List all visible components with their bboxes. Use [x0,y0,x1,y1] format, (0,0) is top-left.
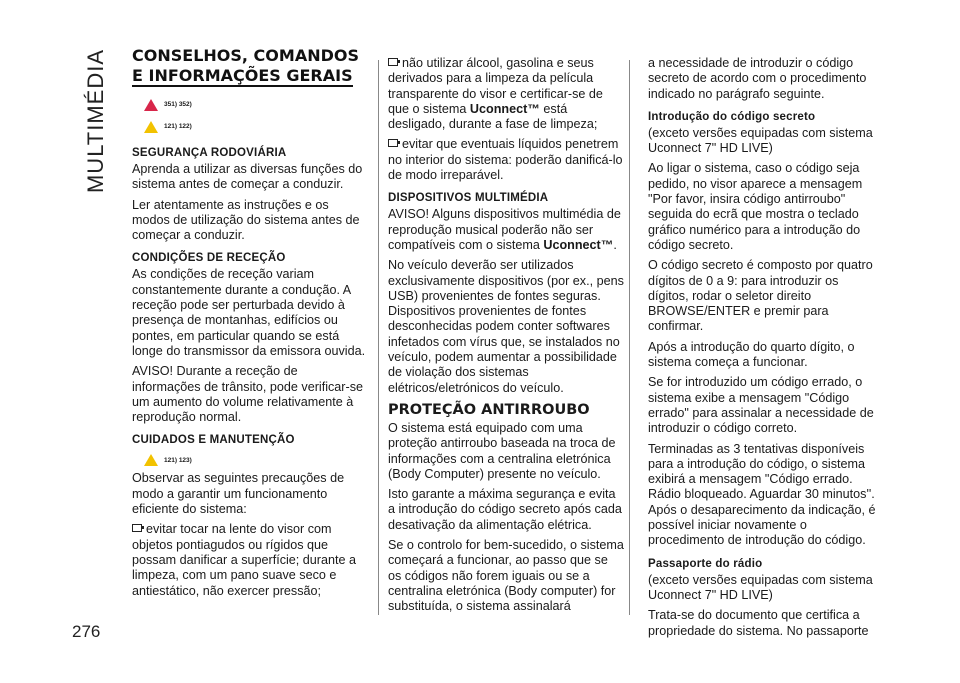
page-number: 276 [72,622,101,641]
paragraph [388,207,624,253]
bullet-text: evitar tocar na lente do visor com objetos pontiagudos ou rígidos que possam danificar a superfície; durante a limpeza, com um pano suave seco e antiestático, não exercer pressão; [132,522,357,598]
paragraph: As condições de receção variam constantemente durante a condução. A receção pode ser perturbada devido à presença de montanhas, edifícios ou pontes, em particular quando se está longe do transmissor da emissora ouvida. [132,267,366,358]
paragraph: Ao ligar o sistema, caso o código seja pedido, no visor aparece a mensagem "Por favor, insira código antirroubo" seguida do ecrã que mostra o teclado gráfico numérico para a introdução do código secreto. [648,161,863,252]
column-2 [388,56,624,620]
brand-name: Uconnect™ [469,101,540,116]
column-divider [629,60,630,615]
heading-reception: CONDIÇÕES DE RECEÇÃO [132,252,286,265]
paragraph: Isto garante a máxima segurança e evita a introdução do código secreto após cada desativação da alimentação elétrica. [388,487,622,532]
paragraph: No veículo deverão ser utilizados exclusivamente dispositivos (por ex., pens USB) provenientes de fontes seguras. Dispositivos provenientes de fontes desconhecidas podem conter softwares infetados com vírus que, se instalados no veículo, podem aumentar a possibilidade de violação dos sistemas elétricos/eletrónicos do veículo. [388,258,624,395]
paragraph: Ler atentamente as instruções e os modos de utilização do sistema antes de começar a conduzir. [132,197,360,243]
paragraph: Terminadas as 3 tentativas disponíveis para a introdução do código, o sistema exibirá a mensagem "Código errado. Rádio bloqueado. Aguardar 30 minutos''. Após o desaparecimento da indicação, é possível iniciar novamente o procedimento de introdução do código. [648,441,876,548]
bullet-text: evitar que eventuais líquidos penetrem no interior do sistema: poderão danificá-lo de modo irreparável. [388,137,623,183]
heading-multimedia-devices: DISPOSITIVOS MULTIMÉDIA [388,192,549,205]
warning-ref-text: 351) 352) [164,101,192,109]
caution-ref [144,116,368,138]
column-1 [132,46,368,604]
bullet-icon [132,524,142,532]
paragraph: O sistema está equipado com uma proteção antirroubo baseada na troca de informações com a centralina eletrónica (Body Computer) presente no veículo. [388,420,616,481]
paragraph: Se o controlo for bem-sucedido, o sistema começará a funcionar, ao passo que se os códigos não forem iguais ou se a centralina eletrónica (Body computer) for substituída, o sistema assinalará [388,538,624,614]
section-main-title [132,46,368,86]
column-divider [378,60,379,615]
paragraph: Observar as seguintes precauções de modo a garantir um funcionamento eficiente do sistema: [132,471,345,517]
paragraph: (exceto versões equipadas com sistema Uconnect 7" HD LIVE) [648,572,873,602]
warning-ref [144,94,368,116]
paragraph-text: AVISO! Alguns dispositivos multimédia de reprodução musical poderão não ser compatíveis com o sistema [388,207,621,252]
title-line-2: E INFORMAÇÕES GERAIS [132,66,353,85]
bullet-text: não utilizar álcool, gasolina e seus derivados para a limpeza da película transparente do visor e certificar-se de que o sistema [388,56,603,116]
paragraph-text: . [613,237,617,252]
danger-triangle-icon [144,99,158,111]
paragraph: Se for introduzido um código errado, o sistema exibe a mensagem "Código errado" para assinalar a necessidade de introduzir o código correto. [648,375,874,436]
bullet-icon [388,58,398,66]
title-line-1: CONSELHOS, COMANDOS [132,46,359,65]
paragraph: a necessidade de introduzir o código secreto de acordo com o procedimento indicado no parágrafo seguinte. [648,56,867,101]
paragraph: (exceto versões equipadas com sistema Uconnect 7" HD LIVE) [648,125,873,156]
heading-anti-theft: PROTEÇÃO ANTIRROUBO [388,401,590,418]
paragraph: Trata-se do documento que certifica a propriedade do sistema. No passaporte [648,608,869,638]
paragraph: AVISO! Durante a receção de informações de trânsito, pode verificar-se um aumento do volume relativamente à reprodução normal. [132,364,363,425]
heading-care-maintenance: CUIDADOS E MANUTENÇÃO [132,434,295,447]
bullet-icon [388,139,398,147]
paragraph: Após a introdução do quarto dígito, o sistema começa a funcionar. [648,339,855,370]
paragraph: Aprenda a utilizar as diversas funções do sistema antes de começar a conduzir. [132,162,363,192]
caution-ref-text: 121) 123) [164,456,192,464]
caution-triangle-icon [144,121,158,133]
heading-radio-passport: Passaporte do rádio [648,557,763,570]
paragraph: O código secreto é composto por quatro dígitos de 0 a 9: para introduzir os dígitos, rodar o seletor direito BROWSE/ENTER e premir para confirmar. [648,258,873,334]
bullet-item [388,137,624,183]
caution-triangle-icon [144,454,158,466]
bullet-text: está desligado, durante a fase de limpeza; [388,101,598,132]
chapter-side-title: MULTIMÉDIA [83,48,108,194]
bullet-item [132,522,368,598]
heading-road-safety: SEGURANÇA RODOVIÁRIA [132,147,287,159]
brand-name: Uconnect™ [543,237,614,252]
column-3 [648,56,878,644]
caution-ref [144,449,368,471]
caution-ref-text: 121) 122) [164,123,192,131]
heading-secret-code: Introdução do código secreto [648,110,816,123]
bullet-item [388,56,624,132]
